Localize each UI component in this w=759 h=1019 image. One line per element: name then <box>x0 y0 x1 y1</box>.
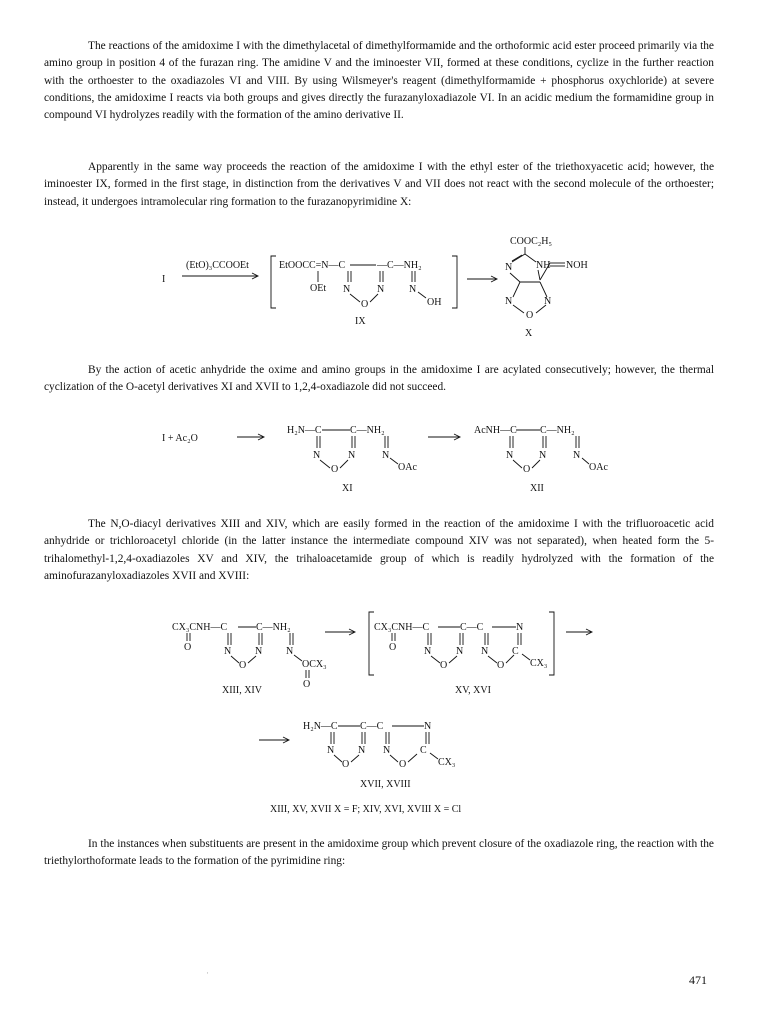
xi-n2: N <box>348 450 356 461</box>
ix-oet: OEt <box>310 283 327 294</box>
ix-o: O <box>361 299 369 310</box>
xiii-acyl: CX₃CNH—C <box>172 622 228 633</box>
xii-n1: N <box>506 450 514 461</box>
xii-nh2: C—NH₂ <box>540 425 575 436</box>
xi-oac: OAc <box>398 462 417 473</box>
xii-n2: N <box>539 450 547 461</box>
scheme1-start: I <box>162 274 166 285</box>
xiii-n1: N <box>224 646 232 657</box>
xvii-c: C—C <box>360 721 384 732</box>
x-n: N <box>505 262 513 273</box>
paragraph-3-text: By the action of acetic anhydride the oxime and amino groups in the amidoxime I are acylated consecutively; however, the thermal cyclization of the O-acetyl derivatives XI and XVII to 1,2,4-oxadiazole did not succeed. <box>44 364 714 394</box>
xv-o1: O <box>440 660 448 671</box>
label-xii: XII <box>530 483 544 494</box>
paragraph-1-text: The reactions of the amidoxime I with the dimethylacetal of dimethylformamide and the orthoformic acid ester proceed primarily via the amino group in position 4 of the furazan ring. The amidine V and the iminoester VII, formed at these conditions, cyclize in the further reaction with the orthoester to the oxadiazoles VI and VIII. By using Wilsmeyer's reagent (dimethylformamide + phosphorus oxychloride) at severe conditions, the amidoxime I reacts via both groups and gives directly the furazanyloxadiazole VI. In an acidic medium the formamidine group in compound VI hydrolyzes readily with the formation of the amino derivative II. <box>44 40 714 122</box>
label-xiii-xiv: XIII, XIV <box>222 685 262 696</box>
scheme1-reagent: (EtO)₃CCOOEt <box>186 260 249 271</box>
scheme-1 <box>162 236 588 339</box>
bracket-right <box>452 256 457 308</box>
paragraph-2-text: Apparently in the same way proceeds the reaction of the amidoxime I with the ethyl ester of the triethoxyacetic acid; however, the iminoester IX, formed in the first stage, in distinction from the derivatives V and VII does not react with the second molecule of the orthoester; instead, it undergoes intramolecular ring formation to the furazanopyrimidine X: <box>44 161 714 208</box>
xv-acyl: CX₃CNH—C <box>374 622 430 633</box>
page-number: 471 <box>689 973 707 987</box>
xvii-cx3: CX₃ <box>438 757 456 768</box>
ix-ester-group: EtOOCC=N—C <box>279 260 346 271</box>
xi-h2n: H₂N—C <box>287 425 322 436</box>
scheme-2 <box>162 425 608 494</box>
xi-n3: N <box>382 450 390 461</box>
xvii-n3: N <box>383 745 391 756</box>
label-xv-xvi: XV, XVI <box>455 685 491 696</box>
x-ring-n-left: N <box>505 296 513 307</box>
label-x: X <box>525 328 533 339</box>
xii-acnh: AcNH—C <box>474 425 517 436</box>
scheme2-start: I + Ac₂O <box>162 433 198 444</box>
xvii-n1: N <box>327 745 335 756</box>
x-cooet: COOC₂H₅ <box>510 236 552 247</box>
xv-n-top: N <box>516 622 524 633</box>
xiii-nh2: C—NH₂ <box>256 622 291 633</box>
xvii-n-top: N <box>424 721 432 732</box>
xvii-n2: N <box>358 745 366 756</box>
ix-oh: OH <box>427 297 442 308</box>
x-ring-o: O <box>526 310 534 321</box>
ix-oxime-n: N <box>409 284 417 295</box>
xiii-ocx3: OCX₃ <box>302 659 327 670</box>
label-ix: IX <box>355 316 366 327</box>
xiii-acyl-o: O <box>303 679 311 690</box>
xiii-n2: N <box>255 646 263 657</box>
xv-carbonyl-o: O <box>389 642 397 653</box>
scan-mark: · <box>206 968 209 978</box>
xv-n3: N <box>481 646 489 657</box>
scheme-3 <box>172 612 592 815</box>
bracket-left <box>271 256 276 308</box>
xii-o: O <box>523 464 531 475</box>
xv-n1: N <box>424 646 432 657</box>
xv-c: C—C <box>460 622 484 633</box>
paragraph-4-text: The N,O-diacyl derivatives XIII and XIV, which are easily formed in the reaction of the amidoxime I with the trifluoroacetic acid anhydride or trichloroacetyl chloride (in the latter instance the intermediate compound XIV was not separated), when heated form the 5-trihalomethyl-1,2,4-oxadiazoles XV and XIV, the trihaloacetamide group of which is readily hydrolyzed with the formation of the aminofurazanyloxadiazoles XVII and XVIII: <box>44 518 714 582</box>
xi-n1: N <box>313 450 321 461</box>
substituent-note: XIII, XV, XVII X = F; XIV, XVI, XVIII X = Cl <box>270 804 462 815</box>
paragraph-5-text: In the instances when substituents are present in the amidoxime group which prevent closure of the oxadiazole ring, the reaction with the triethylorthoformate leads to the formation of the pyrimidine ring: <box>44 838 714 868</box>
xvii-o2: O <box>399 759 407 770</box>
xvii-c-ring: C <box>420 745 427 756</box>
xi-nh2: C—NH₂ <box>350 425 385 436</box>
xi-o: O <box>331 464 339 475</box>
xii-n3: N <box>573 450 581 461</box>
xv-cx3: CX₃ <box>530 658 548 669</box>
x-ring-n-right: N <box>544 296 552 307</box>
xv-n2: N <box>456 646 464 657</box>
label-xi: XI <box>342 483 353 494</box>
x-noh: NOH <box>566 260 588 271</box>
xiii-o: O <box>239 660 247 671</box>
xvii-o1: O <box>342 759 350 770</box>
xvii-h2n: H₂N—C <box>303 721 338 732</box>
xii-oac: OAc <box>589 462 608 473</box>
xv-o2: O <box>497 660 505 671</box>
xv-c-ring: C <box>512 646 519 657</box>
ix-amine-group: —C—NH₂ <box>377 260 422 271</box>
ix-n-left: N <box>343 284 351 295</box>
label-xvii-xviii: XVII, XVIII <box>360 779 411 790</box>
x-nh: NH <box>536 260 551 271</box>
xiii-carbonyl-o: O <box>184 642 192 653</box>
ix-n-right: N <box>377 284 385 295</box>
xiii-n3: N <box>286 646 294 657</box>
